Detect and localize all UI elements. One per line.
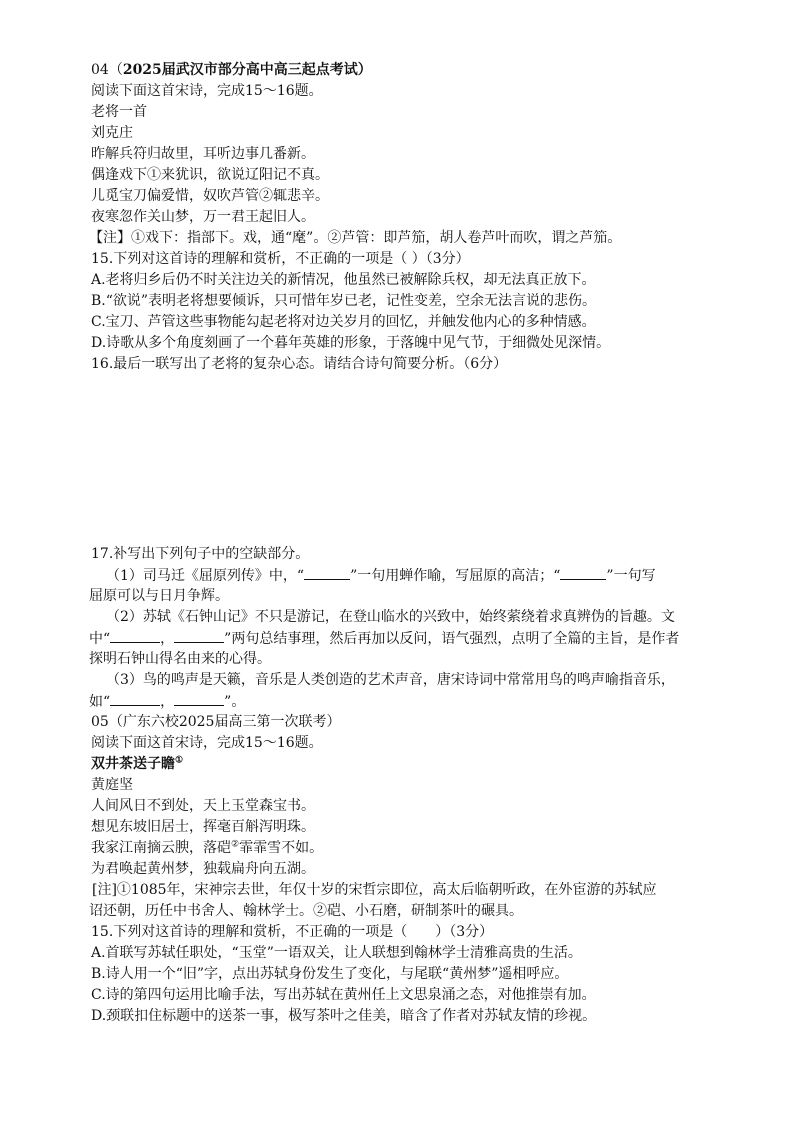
fill-item-3: （3）鸟的鸣声是天籁，音乐是人类创造的艺术声音，唐宋诗词中常常用鸟的鸣声喻指音乐，: [106, 672, 675, 688]
option-d: D.诗歌从多个角度刻画了一个暮年英雄的形象，于落魄中见气节，于细微处见深情。: [91, 335, 611, 351]
fill-item-2-cont: 中“ ， ”两句总结事理，然后再加以反问，语气强烈，点明了全篇的主旨，是作者: [89, 628, 679, 649]
instructions: 阅读下面这首宋诗，完成15～16题。: [91, 735, 323, 751]
poem-title: 双井茶送子瞻①: [91, 755, 184, 772]
answer-blank[interactable]: [174, 628, 224, 643]
question-15: 15.下列对这首诗的理解和赏析，不正确的一项是（ ）（3分）: [91, 924, 494, 940]
fill-item-1-cont: 屈原可以与日月争辉。: [89, 588, 229, 604]
poem-line: 人间风日不到处，天上玉堂森宝书。: [91, 798, 315, 814]
section-number: 04（: [91, 62, 123, 78]
option-b: B.诗人用一个“旧”字，点出苏轼身份发生了变化，与尾联“黄州梦”遥相呼应。: [91, 966, 569, 982]
answer-blank[interactable]: [110, 691, 160, 706]
question-16: 16.最后一联写出了老将的复杂心态。请结合诗句简要分析。（6分）: [91, 356, 508, 372]
fill-item-2: （2）苏轼《石钟山记》不只是游记，在登山临水的兴致中，始终萦绕着求真辨伪的旨趣。文: [106, 609, 675, 625]
poem-line: 儿觅宝刀偏爱惜，奴吹芦管②辄悲辛。: [91, 188, 329, 204]
poem-note: [注]①1085年，宋神宗去世，年仅十岁的宋哲宗即位，高太后临朝听政，在外宦游的苏轼应: [92, 882, 657, 898]
fill-item-2-end: 探明石钟山得名由来的心得。: [89, 651, 271, 667]
poem-line: 为君唤起黄州梦，独载扁舟向五湖。: [91, 861, 315, 877]
poem-line: 想见东坡旧居士，挥毫百斛泻明珠。: [91, 819, 315, 835]
question-15: 15.下列对这首诗的理解和赏析，不正确的一项是（ ）（3分）: [91, 251, 470, 267]
footnote-mark: ①: [175, 755, 184, 766]
poem-line: 偶逢戏下①来犹识，欲说辽阳记不真。: [91, 167, 329, 183]
poem-note-cont: 诏还朝，历任中书舍人、翰林学士。②硙、小石磨，研制茶叶的碾具。: [89, 903, 523, 919]
footnote-mark: ②: [231, 839, 240, 850]
section-source: 2025届武汉市部分高中高三起点考试）: [122, 62, 372, 78]
poem-note: 【注】①戏下：指部下。戏，通“麾”。②芦管：即芦笳，胡人卷芦叶而吹，谓之芦笳。: [89, 230, 622, 246]
poem-line: 夜寒忽作关山梦，万一君王起旧人。: [91, 209, 315, 225]
poem-line: 我家江南摘云腴，落硙②霏霏雪不如。: [91, 839, 324, 856]
section-04-header: [91, 60, 372, 80]
answer-blank[interactable]: [174, 691, 224, 706]
poem-author: 刘克庄: [91, 125, 133, 141]
option-d: D.颈联扣住标题中的送茶一事，极写茶叶之佳美，暗含了作者对苏轼友情的珍视。: [91, 1008, 597, 1024]
fill-item-1: （1）司马迁《屈原列传》中，“ ”一句用蝉作喻，写屈原的高洁；“ ”一句写: [106, 565, 656, 586]
section-05-header: 05（广东六校2025届高三第一次联考）: [91, 714, 341, 730]
poem-line: 昨解兵符归故里，耳听边事几番新。: [91, 146, 315, 162]
question-17: 17.补写出下列句子中的空缺部分。: [91, 546, 310, 562]
option-b: B.“欲说”表明老将想要倾诉，只可惜年岁已老，记性变差，空余无法言说的悲伤。: [91, 293, 597, 309]
option-c: C.宝刀、芦管这些事物能勾起老将对边关岁月的回忆，并触发他内心的多种情感。: [91, 314, 596, 330]
poem-title: 老将一首: [91, 104, 147, 120]
fill-item-3-cont: 如“ ， ”。: [89, 691, 245, 712]
answer-blank[interactable]: [304, 565, 350, 580]
option-a: A.老将归乡后仍不时关注边关的新情况，他虽然已被解除兵权，却无法真正放下。: [91, 272, 596, 288]
answer-blank[interactable]: [110, 628, 160, 643]
answer-blank[interactable]: [560, 565, 606, 580]
option-a: A.首联写苏轼任职处，“玉堂”一语双关，让人联想到翰林学士清雅高贵的生活。: [91, 945, 582, 961]
option-c: C.诗的第四句运用比喻手法，写出苏轼在黄州任上文思泉涌之态，对他推崇有加。: [91, 987, 596, 1003]
instructions: 阅读下面这首宋诗，完成15～16题。: [91, 83, 323, 99]
poem-author: 黄庭坚: [91, 777, 133, 793]
